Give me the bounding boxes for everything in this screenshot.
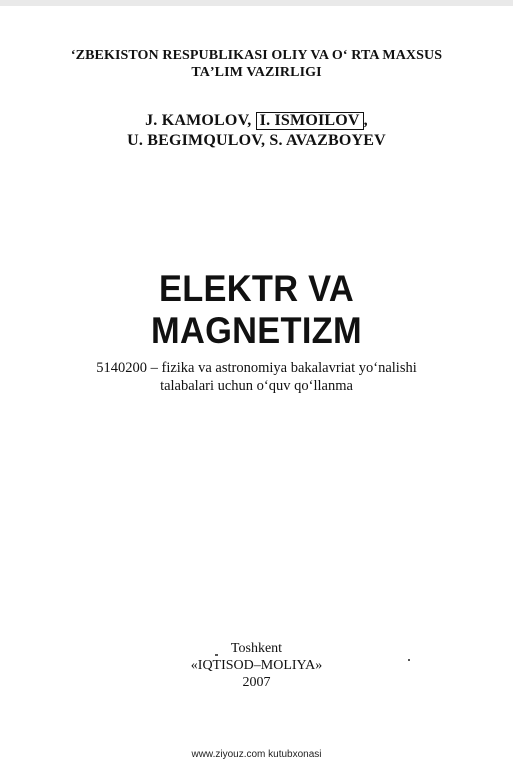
title-line-1: ELEKTR VA <box>159 268 354 309</box>
author-ismoilov-boxed: I. ISMOILOV <box>256 112 364 130</box>
source-footer: www.ziyouz.com kutubxonasi <box>191 749 322 760</box>
author-begimqulov: U. BEGIMQULOV, <box>127 132 266 149</box>
imprint-city: Toshkent <box>230 641 283 656</box>
book-title <box>18 268 495 352</box>
authors-line-1 <box>0 111 513 131</box>
ministry-line-1: ʻZBEKISTON RESPUBLIKASI OLIY VA Oʻ RTA MAXSUS <box>70 48 443 63</box>
ministry-heading <box>0 47 513 81</box>
subtitle-line-2: talabalari uchun oʻquv qoʻllanma <box>160 378 353 394</box>
subtitle-line-1: 5140200 – fizika va astronomiya bakalavriat yoʻnalishi <box>96 360 417 376</box>
author-kamolov: J. KAMOLOV, <box>145 112 252 129</box>
author-separator: , <box>363 112 368 129</box>
ministry-line-2: TAʼLIM VAZIRLIGI <box>191 65 322 80</box>
author-avazboyev: S. AVAZBOYEV <box>269 132 386 149</box>
imprint-year: 2007 <box>242 675 271 690</box>
authors-block <box>0 111 513 151</box>
imprint-publisher: «IQTISOD–MOLIYA» <box>190 658 323 673</box>
title-line-2: MAGNETIZM <box>151 310 362 351</box>
imprint-block <box>0 640 513 691</box>
book-subtitle <box>0 359 513 395</box>
authors-line-2 <box>0 131 513 151</box>
